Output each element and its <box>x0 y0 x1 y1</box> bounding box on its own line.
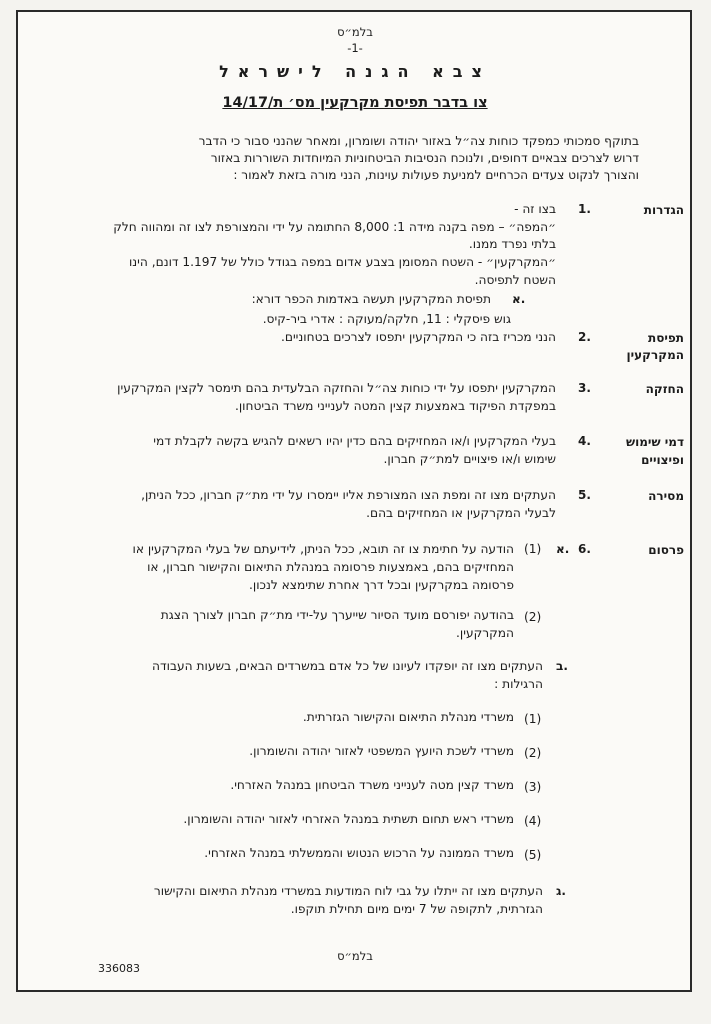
s2-label-2: המקרקעין <box>626 348 684 362</box>
order-title: צו בדבר תפיסת מקרקעין מס׳ ת/14/17 <box>222 95 488 111</box>
s6-c-line-1: העתקים מצו זה ייתלו על גבי לוח המודעות במשרדי מנהלת התיאום והקישור <box>153 884 543 898</box>
s1-sub-text: תפיסת המקרקעין תעשה באדמות הכפר דורא: <box>251 292 491 306</box>
office-1-marker: (1) <box>524 712 542 726</box>
office-2-text: משרדי לשכת היועץ המשפטי לאזור יהודה והשומרון. <box>249 744 514 758</box>
s1-land-line-2: השטח לתפיסה. <box>474 273 556 287</box>
office-4-marker: (4) <box>524 814 542 828</box>
s1-map-line-2: בלתי נפרד ממנו. <box>468 237 556 251</box>
s6-b-line-1: העתקים מצו זה יופקדו לעיונו של כל אדם במשרדים הבאים, בשעות העבודה <box>152 659 543 673</box>
s4-label-2: ופיצויים <box>641 453 684 467</box>
s5-number: 5. <box>578 488 591 502</box>
s6-b-line-2: הרגילות : <box>494 677 543 691</box>
s1-block: גוש פיסקלי : 11, חלקה/מעוקה : אדרי ביר-קיס. <box>262 312 511 326</box>
org-name: צבא הגנה לישראל <box>219 62 491 81</box>
page-number: -1- <box>347 41 363 55</box>
document-code: 336083 <box>98 962 140 975</box>
s4-line-2: שימוש ו/או פיצויים למת״ק חברון. <box>383 452 556 466</box>
s6-a1-line-3: פרסומה במקרקעין ובכל דרך אחרת שתימצא לנכון. <box>249 578 514 592</box>
s1-map-line-1: ״המפה״ – מפה בקנה מידה 1: 8,000 החתומה על ידי והמצורפת לצו זה ומהווה חלק <box>113 220 556 234</box>
s2-number: 2. <box>578 330 591 344</box>
s4-label-1: דמי שימוש <box>626 435 684 449</box>
s1-number: 1. <box>578 202 591 216</box>
s1-label: הגדרות <box>643 203 684 217</box>
s6-label: פרסום <box>648 543 684 557</box>
office-2-marker: (2) <box>524 746 542 760</box>
office-3-marker: (3) <box>524 780 542 794</box>
office-1-text: משרדי מנהלת התיאום והקישור הגזרתית. <box>302 710 514 724</box>
s6-b-marker: ב. <box>556 659 568 673</box>
classification-bottom: בלמ״ס <box>337 949 373 963</box>
intro-line-1: בתוקף סמכותי כמפקד כוחות צה״ל באזור יהודה ושומרון, ומאחר שהנני סבור כי הדבר <box>198 134 639 148</box>
office-5-marker: (5) <box>524 848 542 862</box>
s2-text: הנני מכריז בזה כי המקרקעין יתפסו לצרכים בטחוניים. <box>281 330 556 344</box>
s5-line-2: לבעלי המקרקעין או המחזיקים בהם. <box>366 506 556 520</box>
s1-sub-marker: א. <box>512 292 526 306</box>
s6-c-line-2: הגזרתית, לתקופה של 7 ימים מיום תחילת תוקפו. <box>290 902 543 916</box>
s5-label: מסירה <box>648 489 684 503</box>
intro-line-3: והצורך לנקוט צעדים הכרחיים למניעת פעולות עוינות, הנני מורה בזאת לאמור : <box>233 168 639 182</box>
s6-number: 6. <box>578 542 591 556</box>
s6-a2-marker: (2) <box>524 610 542 624</box>
s6-c-marker: ג. <box>556 884 566 898</box>
s6-a-marker: א. <box>556 542 570 556</box>
s6-a1-line-1: הודעה על חתימת צו זה תובא, ככל הניתן, לידיעתם של בעלי המקרקעין או <box>132 542 514 556</box>
s2-label-1: תפיסת <box>648 331 684 345</box>
s6-a1-line-2: המחזיקים בהם, באמצעות פרסומה במנהלת התיאום והקישור חברון, או <box>147 560 514 574</box>
office-4-text: משרדי ראש תחום תשתית במנהל האזרחי לאזור יהודה והשומרון. <box>183 812 514 826</box>
s6-a2-line-2: המקרקעין. <box>456 626 514 640</box>
intro-line-2: דרוש לצרכים צבאיים דחופים, ולנוכח הנסיבות הביטחוניות המיוחדות השוררות באזור <box>210 151 639 165</box>
s5-line-1: העתקים מצו זה ומפת הצו המצורפת אליו יימסרו על ידי מת״ק חברון, ככל הניתן, <box>141 488 556 502</box>
s6-a1-marker: (1) <box>524 542 542 556</box>
s1-intro: בצו זה - <box>514 202 556 216</box>
s4-line-1: בעלי המקרקעין ו/או המחזיקים בהם כדין יהיו רשאים להגיש בקשה לקבלת דמי <box>153 434 556 448</box>
s1-land-line-1: ״המקרקעין״ - השטח המסומן בצבע אדום במפה בגודל כולל של 1.197 דונם, הינו <box>128 255 556 269</box>
s4-number: 4. <box>578 434 591 448</box>
s6-a2-line-1: בהודעה יפורסם מועד הסיור שייערך על-ידי מת״ק חברון לצורך הצגת <box>160 608 514 622</box>
office-5-text: משרד הממונה על הרכוש הנטוש והממשלתי במנהל האזרחי. <box>204 846 514 860</box>
s3-line-1: המקרקעין יתפסו על ידי כוחות צה״ל והחזקה הבלעדית בהם תימסר לקצין המקרקעין <box>117 381 556 395</box>
s3-label: החזקה <box>645 382 684 396</box>
office-3-text: משרד קצין מטה לענייני משרד הביטחון במנהל האזרחי. <box>230 778 514 792</box>
s3-number: 3. <box>578 381 591 395</box>
s3-line-2: במפקדת הפיקוד באמצעות קצין המטה לענייני משרד הביטחון. <box>234 399 556 413</box>
classification-top: בלמ״ס <box>337 25 373 39</box>
